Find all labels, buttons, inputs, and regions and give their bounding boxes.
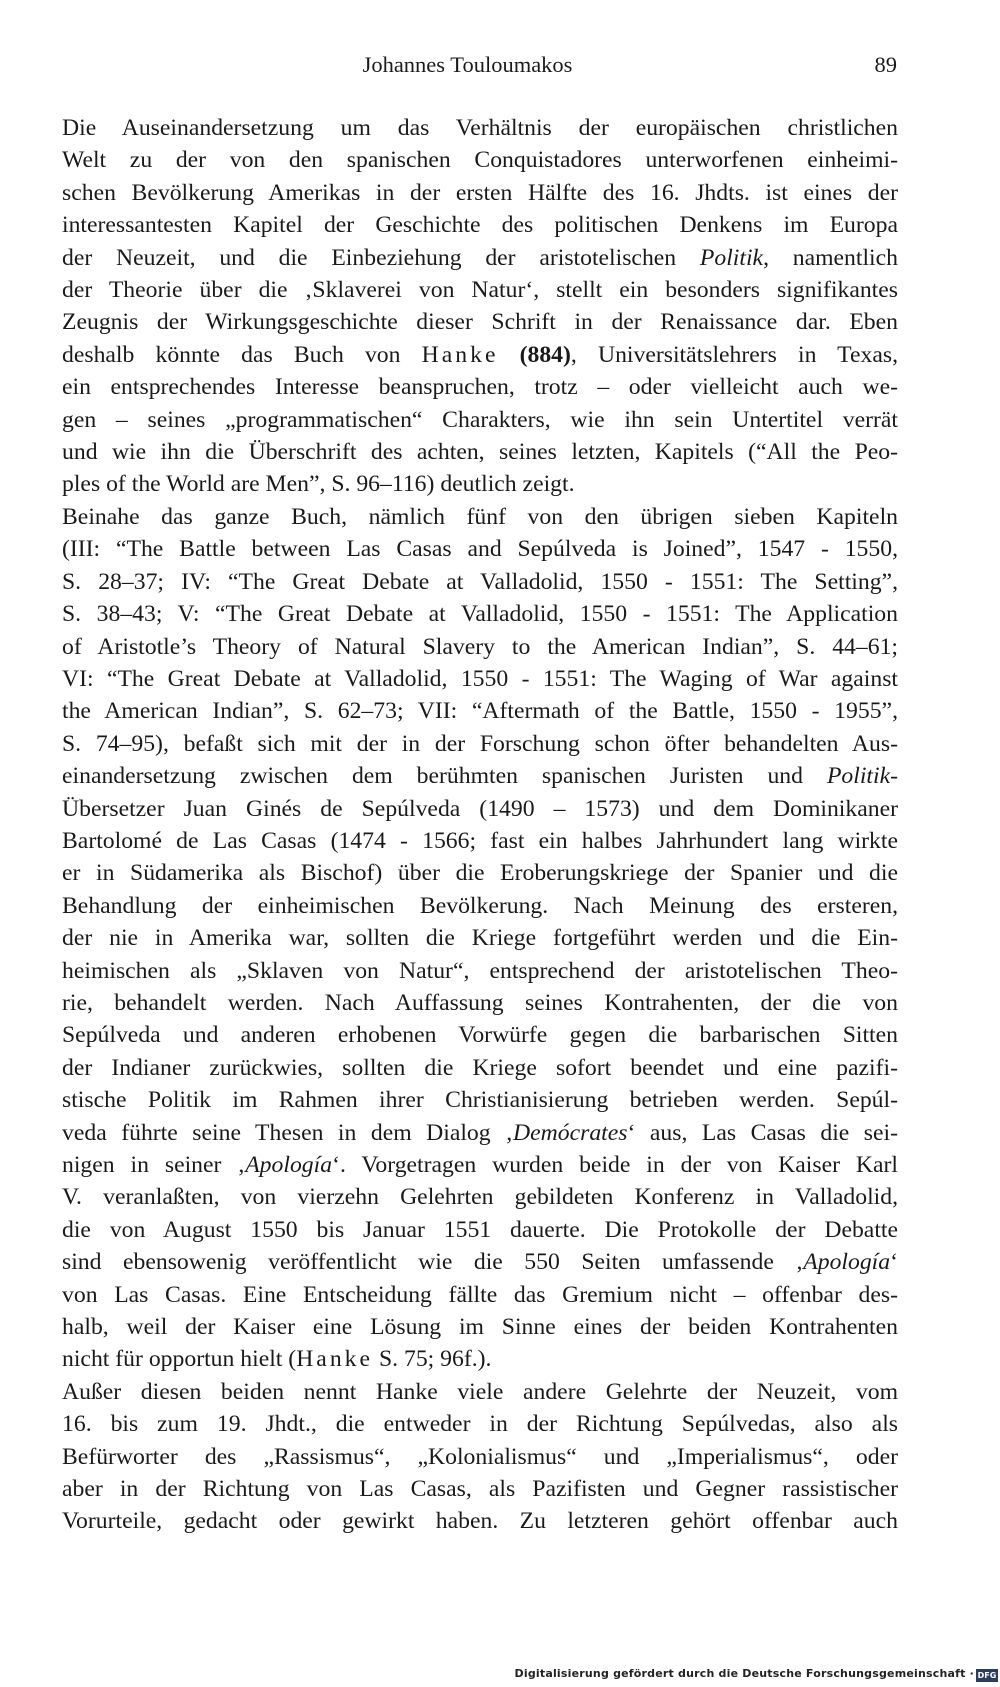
- text-line: [36, 1181, 898, 1213]
- text-line: [36, 209, 898, 241]
- text-run: (III: “The Battle between Las Casas and Sepúlveda is Joined”, 1547 - 1550,: [62, 536, 898, 563]
- text-line: [36, 274, 898, 306]
- text-run: stische Politik im Rahmen ihrer Christianisierung betrieben werden. Sepúl-: [62, 1087, 898, 1114]
- page-number: 89: [874, 52, 897, 77]
- text-line: [36, 1473, 898, 1505]
- text-line: [36, 1279, 898, 1311]
- text-run: der Theorie über die ‚Sklaverei von Natur‘, stellt ein besonders signifikantes: [62, 277, 898, 304]
- italic-term: Demócrates: [513, 1119, 628, 1146]
- text-line: [36, 1311, 898, 1343]
- text-run: schen Bevölkerung Amerikas in der ersten Hälfte des 16. Jhdts. ist eines der: [62, 179, 898, 206]
- text-run: S. 28–37; IV: “The Great Debate at Valladolid, 1550 - 1551: The Setting”,: [62, 568, 898, 595]
- text-run: the American Indian”, S. 62–73; VII: “Aftermath of the Battle, 1550 - 1955”,: [62, 698, 898, 725]
- text-line: [36, 1052, 898, 1084]
- text-run: S. 74–95), befaßt sich mit der in der Forschung schon öfter behandelten Aus-: [62, 730, 898, 757]
- text-run: rie, behandelt werden. Nach Auffassung seines Kontrahenten, der die von: [62, 989, 898, 1016]
- text-run: Beinahe das ganze Buch, nämlich fünf von den übrigen sieben Kapiteln: [62, 503, 898, 530]
- text-line: [36, 501, 898, 533]
- text-run: aber in der Richtung von Las Casas, als Pazifisten und Gegner rassistischer: [62, 1476, 898, 1503]
- spaced-author-name: Hanke: [296, 1346, 374, 1373]
- italic-term: Politik: [699, 244, 764, 271]
- text-run: ‘ aus, Las Casas die sei-: [627, 1119, 898, 1146]
- text-run: Übersetzer Juan Ginés de Sepúlveda (1490 – 1573) und dem Dominikaner: [62, 795, 898, 822]
- text-run: interessantesten Kapitel der Geschichte des politischen Denkens im Europa: [62, 212, 898, 239]
- page-header: [36, 52, 899, 86]
- body-text: [36, 112, 898, 1538]
- text-line: [36, 760, 898, 792]
- text-run: Die Auseinandersetzung um das Verhältnis der europäischen christlichen: [62, 115, 898, 141]
- text-line: [36, 728, 898, 760]
- text-run: die von August 1550 bis Januar 1551 dauerte. Die Protokolle der Debatte: [62, 1216, 898, 1243]
- text-run: , namentlich: [763, 244, 898, 271]
- text-line: [36, 436, 898, 468]
- text-line: [36, 987, 898, 1019]
- text-run: gen – seines „programmatischen“ Charakters, wie ihn sein Untertitel verrät: [62, 406, 898, 433]
- text-line: [36, 955, 898, 987]
- text-run: einandersetzung zwischen dem berühmten spanischen Juristen und: [62, 763, 827, 790]
- text-run: Zeugnis der Wirkungsgeschichte dieser Schrift in der Renaissance dar. Eben: [62, 309, 898, 336]
- text-run: von Las Casas. Eine Entscheidung fällte das Gremium nicht – offenbar des-: [62, 1281, 898, 1308]
- running-title: Johannes Touloumakos: [362, 52, 573, 77]
- paragraph: [36, 112, 898, 501]
- text-line: [36, 1084, 898, 1116]
- text-line: [36, 371, 898, 403]
- text-run: -: [890, 763, 898, 790]
- text-run: Welt zu der von den spanischen Conquistadores unterworfenen einheimi-: [62, 147, 898, 174]
- text-run: Außer diesen beiden nennt Hanke viele andere Gelehrte der Neuzeit, vom: [62, 1378, 898, 1405]
- text-line: [36, 598, 898, 630]
- text-line: [36, 890, 898, 922]
- text-line: [36, 1376, 898, 1408]
- text-line: [36, 339, 898, 371]
- text-line: [36, 1117, 898, 1149]
- text-run: Behandlung der einheimischen Bevölkerung. Nach Meinung des ersteren,: [62, 892, 898, 919]
- text-line: [36, 631, 898, 663]
- text-line: [36, 533, 898, 565]
- text-line: [36, 1408, 898, 1440]
- text-run: V. veranlaßten, von vierzehn Gelehrten gebildeten Konferenz in Valladolid,: [62, 1184, 898, 1211]
- text-line: [36, 922, 898, 954]
- text-run: ‘: [890, 1249, 898, 1276]
- text-run: , Universitätslehrers in Texas,: [570, 341, 898, 368]
- text-run: er in Südamerika als Bischof) über die Eroberungskriege der Spanier und die: [62, 860, 898, 887]
- italic-term: Apología: [245, 1152, 333, 1178]
- text-run: deshalb könnte das Buch von: [62, 341, 422, 368]
- digitization-credit: Digitalisierung gefördert durch die Deutsche Forschungsgemeinschaft ·: [514, 1667, 974, 1680]
- text-run: Sepúlveda und anderen erhobenen Vorwürfe gegen die barbarischen Sitten: [62, 1022, 898, 1049]
- text-line: [36, 1149, 898, 1181]
- text-run: halb, weil der Kaiser eine Lösung im Sinne eines der beiden Kontrahenten: [62, 1314, 898, 1341]
- text-run: VI: “The Great Debate at Valladolid, 1550 - 1551: The Waging of War against: [62, 665, 898, 692]
- text-run: Bartolomé de Las Casas (1474 - 1566; fast ein halbes Jahrhundert lang wirkte: [62, 827, 898, 854]
- spaced-author-name: Hanke: [421, 341, 499, 368]
- bold-reference: (884): [519, 341, 571, 368]
- text-line: [36, 857, 898, 889]
- text-run: S. 75; 96f.).: [373, 1346, 492, 1373]
- text-run: ples of the World are Men”, S. 96–116) deutlich zeigt.: [62, 471, 575, 498]
- text-run: ein entsprechendes Interesse beanspruchen, trotz – oder vielleicht auch we-: [62, 374, 898, 401]
- text-run: veda führte seine Thesen in dem Dialog ‚: [62, 1119, 514, 1146]
- text-run: sind ebensowenig veröffentlicht wie die 550 Seiten umfassende ‚: [62, 1249, 804, 1276]
- text-run: der nie in Amerika war, sollten die Kriege fortgeführt werden und die Ein-: [62, 925, 898, 952]
- text-run: 16. bis zum 19. Jhdt., die entweder in der Richtung Sepúlvedas, also als: [62, 1411, 898, 1438]
- text-line: [36, 1505, 898, 1537]
- text-run: heimischen als „Sklaven von Natur“, entsprechend der aristotelischen Theo-: [62, 957, 898, 984]
- text-run: ‘. Vorgetragen wurden beide in der von Kaiser Karl: [332, 1152, 898, 1178]
- text-run: nicht für opportun hielt (: [62, 1346, 297, 1373]
- text-line: [36, 144, 898, 176]
- text-line: [36, 468, 898, 500]
- text-run: der Neuzeit, und die Einbeziehung der aristotelischen: [62, 244, 700, 271]
- text-line: [36, 404, 898, 436]
- text-line: [36, 1441, 898, 1473]
- text-line: [36, 793, 898, 825]
- text-run: der Indianer zurückwies, sollten die Kriege sofort beendet und eine pazifi-: [62, 1054, 898, 1081]
- text-line: [36, 1246, 898, 1278]
- text-run: of Aristotle’s Theory of Natural Slavery to the American Indian”, S. 44–61;: [62, 633, 898, 660]
- text-run: [498, 342, 519, 368]
- paragraph: [36, 1376, 898, 1538]
- text-line: [36, 306, 898, 338]
- footer-bar: [0, 1657, 1000, 1687]
- text-line: [36, 566, 898, 598]
- text-run: und wie ihn die Überschrift des achten, seines letzten, Kapitels (“All the Peo-: [62, 439, 898, 466]
- text-line: [36, 663, 898, 695]
- italic-term: Apología: [803, 1249, 891, 1276]
- text-line: [36, 1019, 898, 1051]
- text-line: [36, 242, 898, 274]
- paragraph: [36, 501, 898, 1376]
- text-line: [36, 695, 898, 727]
- text-line: [36, 1343, 898, 1375]
- text-run: Befürworter des „Rassismus“, „Kolonialismus“ und „Imperialismus“, oder: [62, 1443, 898, 1470]
- text-run: Vorurteile, gedacht oder gewirkt haben. Zu letzteren gehört offenbar auch: [62, 1508, 898, 1535]
- italic-term: Politik: [826, 763, 891, 790]
- text-run: nigen in seiner ‚: [62, 1152, 246, 1178]
- text-line: [36, 825, 898, 857]
- text-run: S. 38–43; V: “The Great Debate at Valladolid, 1550 - 1551: The Application: [62, 601, 898, 628]
- text-line: [36, 1214, 898, 1246]
- dfg-logo: DFG: [977, 1671, 997, 1680]
- text-line: [36, 177, 898, 209]
- text-line: [36, 112, 898, 144]
